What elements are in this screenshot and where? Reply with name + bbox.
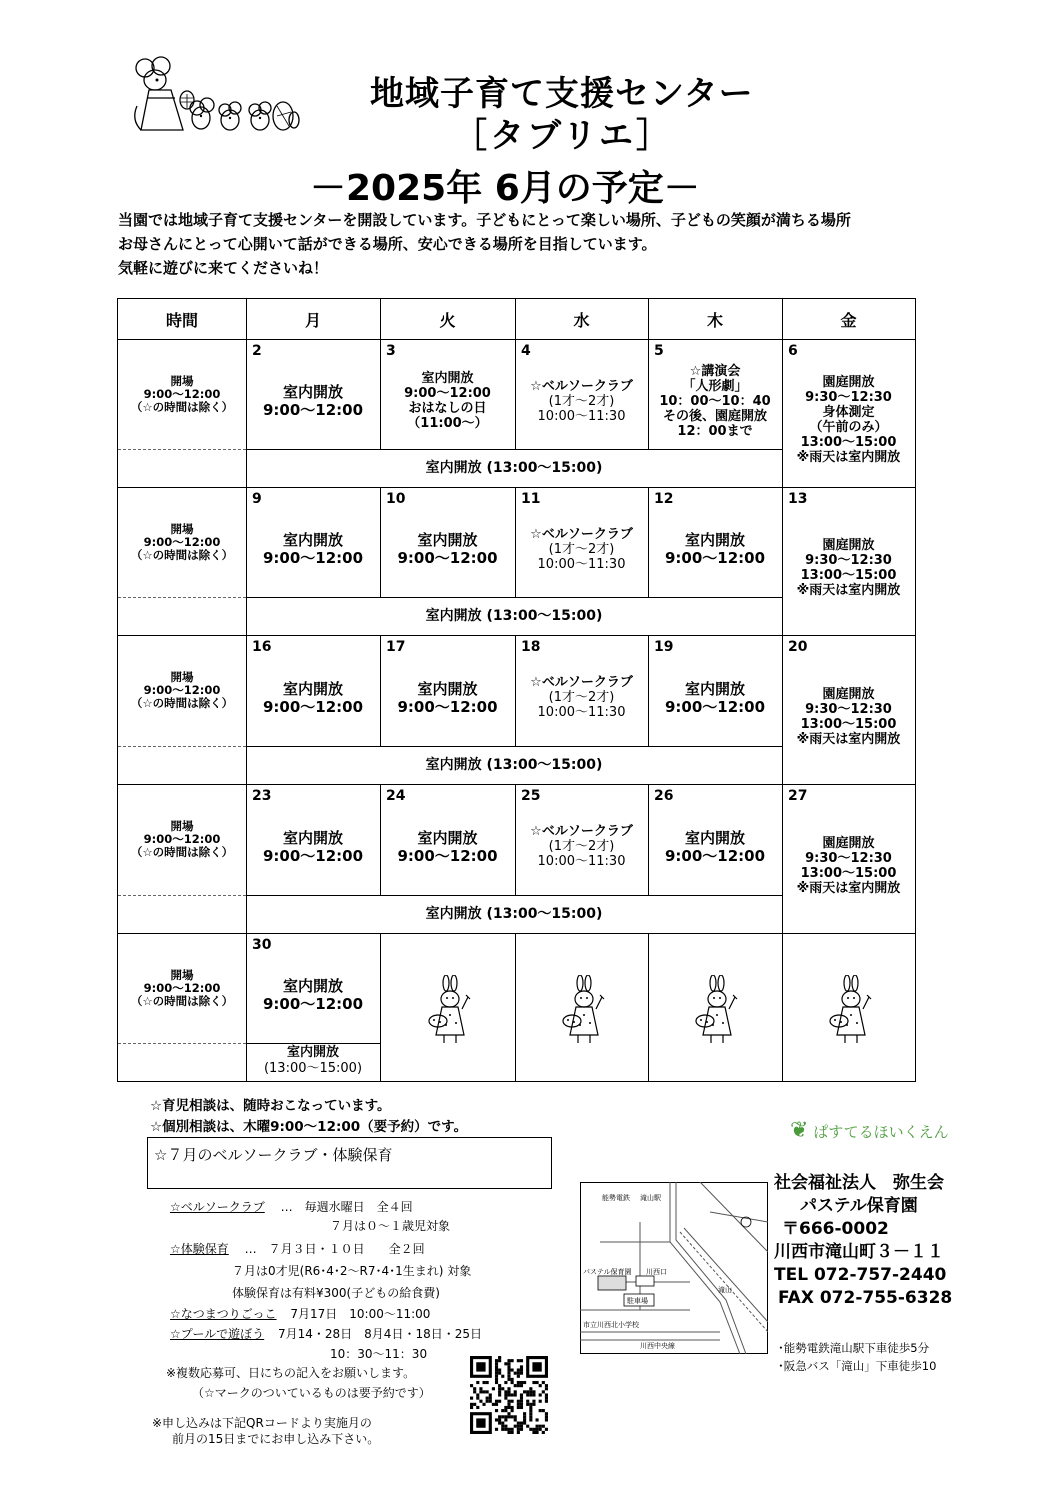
event-line: ☆ベルソークラブ	[530, 675, 633, 690]
event-line: 園庭開放	[822, 835, 875, 851]
afternoon-open: 室内開放 (13:00～15:00)	[425, 460, 603, 476]
time-cell	[118, 635, 246, 746]
event-line: 10:00～11:30	[537, 854, 626, 869]
time-hours: 9:00～12:00	[143, 386, 221, 401]
header-tue: 火	[439, 310, 456, 330]
time-divider	[118, 449, 246, 450]
schedule-calendar	[117, 298, 916, 1082]
org-name: パステル保育園	[800, 1196, 918, 1216]
event-line: 室内開放	[417, 531, 478, 549]
org-tel: TEL 072-757-2440	[774, 1265, 947, 1285]
map-label: 滝山駅	[640, 1194, 661, 1202]
taiken-fee: 体験保育は有料¥300(子どもの給食費)	[232, 1286, 440, 1300]
day-event	[782, 359, 915, 481]
day-event	[380, 359, 515, 443]
afternoon-divider	[246, 746, 782, 747]
rabbit-illustration	[426, 975, 474, 1047]
event-line: 9:00～12:00	[664, 846, 766, 865]
event-line: ☆ベルソークラブ	[530, 378, 633, 394]
map-label: 川西中央線	[640, 1342, 675, 1350]
event-line: 9:00～12:00	[262, 549, 364, 567]
day-number: 23	[252, 788, 272, 804]
col-divider	[380, 299, 381, 339]
col-divider	[648, 299, 649, 339]
pool-line	[170, 1325, 482, 1342]
event-line: 室内開放	[282, 977, 343, 995]
day-event	[648, 359, 782, 443]
time-cell	[118, 784, 246, 895]
day-event	[246, 655, 380, 740]
event-line: 園庭開放	[822, 686, 875, 702]
event-line: 室内開放	[282, 383, 343, 401]
organization-info	[774, 1172, 952, 1310]
time-hours: 9:00～12:00	[143, 534, 221, 549]
intro-line: 当園では地域子育て支援センターを開設しています。子どもにとって楽しい場所、子どもの笑顔が満ちる場所	[118, 211, 851, 229]
afternoon-hours: (13:00～15:00)	[263, 1061, 363, 1076]
day-number: 25	[521, 788, 541, 804]
day-number: 10	[386, 491, 406, 507]
taiken-line	[170, 1240, 425, 1257]
header-fri: 金	[840, 310, 857, 330]
july-box	[147, 1137, 552, 1189]
event-line: 13:00～15:00	[800, 716, 897, 732]
consult-note-2: ☆個別相談は、木曜9:00～12:00（要予約）です。	[150, 1119, 468, 1135]
event-line: (1才～2才)	[548, 541, 615, 557]
event-line: 室内開放	[282, 679, 343, 698]
afternoon-divider	[246, 895, 782, 896]
multi-note-2: （☆マークのついているものは要予約です）	[192, 1386, 431, 1400]
day-number: 13	[788, 491, 808, 507]
access-note-2: ･阪急バス「滝山」下車徒歩10	[778, 1359, 937, 1373]
event-line: 身体測定	[822, 405, 875, 420]
col-divider	[648, 1043, 649, 1081]
event-line: 9:30～12:30	[805, 390, 892, 405]
header-time: 時間	[165, 310, 198, 330]
apply-note-2: 前月の15日までにお申し込み下さい。	[172, 1432, 380, 1446]
time-hours: 9:00～12:00	[143, 832, 221, 846]
time-divider	[118, 597, 246, 598]
event-line: 園庭開放	[822, 375, 875, 390]
event-line: その後、園庭開放	[662, 408, 767, 424]
day-event	[782, 507, 915, 629]
day-number: 4	[521, 343, 531, 359]
event-line: 9:30～12:30	[805, 701, 892, 717]
event-line: ☆ベルソークラブ	[530, 824, 633, 839]
taiken-target: ７月は0才児(R6･4･2～R7･4･1生まれ) 対象	[232, 1264, 472, 1278]
time-divider	[118, 746, 246, 747]
day-number: 26	[654, 788, 674, 804]
day-number: 3	[386, 343, 396, 359]
time-divider	[118, 1043, 246, 1044]
col-divider	[515, 299, 516, 339]
day-number: 6	[788, 343, 798, 359]
col-divider	[515, 933, 516, 1043]
map-label: 駐車場	[627, 1297, 648, 1305]
day-event	[782, 655, 915, 778]
day-number: 27	[788, 788, 808, 804]
event-line: 室内開放	[684, 531, 745, 549]
event-line: 10:00～11:30	[537, 705, 626, 720]
org-corp: 社会福祉法人 弥生会	[774, 1173, 944, 1193]
center-name: ［タブリエ］	[453, 116, 673, 156]
map-label: 川西口	[646, 1268, 667, 1276]
mice-family-illustration	[127, 50, 307, 140]
day-number: 17	[386, 639, 406, 655]
col-divider	[380, 933, 381, 1043]
event-line: 室内開放	[282, 531, 343, 549]
event-line: (1才～2才)	[548, 839, 615, 854]
day-event	[380, 804, 515, 889]
day-event	[782, 804, 915, 927]
event-line: 9:00～12:00	[397, 846, 498, 865]
day-event	[246, 804, 380, 889]
afternoon-label: 室内開放	[286, 1045, 339, 1060]
time-cell	[118, 933, 246, 1043]
day-number: 18	[521, 639, 541, 655]
pool-label: ☆プールで遊ぼう	[170, 1327, 265, 1341]
event-line: ※雨天は室内開放	[796, 583, 901, 598]
day-number: 9	[252, 491, 262, 507]
event-line: 9:00～12:00	[664, 549, 766, 567]
day-number: 16	[252, 639, 272, 655]
event-line: 9:00～12:00	[397, 697, 498, 716]
col-divider	[515, 1043, 516, 1081]
event-line: ☆講演会	[689, 363, 741, 379]
time-note: （☆の時間は除く）	[130, 993, 234, 1008]
intro-line: お母さんにとって心開いて話ができる場所、安心できる場所を目指しています。	[118, 235, 657, 253]
event-line: 9:00～12:00	[262, 846, 364, 865]
afternoon-open: 室内開放 (13:00～15:00)	[425, 906, 603, 922]
day-event	[380, 507, 515, 591]
rabbit-illustration	[560, 975, 608, 1047]
schedule-title: －2025年 6月の予定－	[310, 168, 700, 209]
event-line: 10:00～11:30	[537, 556, 626, 572]
rabbit-illustration	[693, 975, 741, 1047]
afternoon-open: 室内開放 (13:00～15:00)	[425, 608, 603, 624]
org-postal: 〒666-0002	[782, 1219, 889, 1239]
day-number: 11	[521, 491, 541, 507]
event-line: 10：00～10：40	[659, 393, 771, 409]
time-open: 開場	[170, 373, 194, 388]
event-line: 9:30～12:30	[805, 850, 892, 866]
day-number: 5	[654, 343, 664, 359]
afternoon-divider	[246, 1043, 380, 1044]
day-event	[246, 953, 380, 1037]
time-note: （☆の時間は除く）	[130, 845, 234, 859]
event-line: 室内開放	[421, 371, 474, 386]
event-line: (1才～2才)	[548, 393, 615, 409]
map-label: 滝山	[718, 1286, 732, 1294]
day-number: 20	[788, 639, 808, 655]
day-number: 12	[654, 491, 674, 507]
qr-code[interactable]	[470, 1356, 548, 1434]
afternoon-divider	[246, 449, 782, 450]
event-line: ☆ベルソークラブ	[530, 526, 633, 542]
map-label: 市立川西北小学校	[583, 1321, 639, 1329]
event-line: おはなしの日	[408, 401, 487, 416]
time-note: （☆の時間は除く）	[130, 547, 234, 562]
day-event	[648, 507, 782, 591]
event-line: （11:00～）	[407, 416, 488, 431]
event-line: 13:00～15:00	[800, 435, 897, 450]
july-box-label: ☆７月のベルソークラブ・体験保育	[154, 1146, 393, 1164]
time-cell	[118, 487, 246, 597]
event-line: ※雨天は室内開放	[796, 450, 901, 465]
time-hours: 9:00～12:00	[143, 980, 221, 995]
time-hours: 9:00～12:00	[143, 683, 221, 697]
event-line: 室内開放	[417, 828, 478, 847]
event-line: 園庭開放	[822, 538, 875, 553]
time-cell	[118, 339, 246, 449]
afternoon-open: 室内開放 (13:00～15:00)	[425, 757, 603, 773]
intro-line: 気軽に遊びに来てくださいね！	[118, 259, 329, 277]
time-open: 開場	[170, 670, 194, 684]
apply-note-1: ※申し込みは下記QRコードより実施月の	[152, 1416, 372, 1430]
event-line: 室内開放	[282, 828, 343, 847]
event-line: 13:00～15:00	[800, 568, 897, 583]
day-number: 30	[252, 937, 272, 953]
day-event	[515, 655, 648, 740]
access-map	[580, 1182, 768, 1354]
time-open: 開場	[170, 819, 194, 833]
day-event	[380, 655, 515, 740]
pool-time: 10：30～11：30	[330, 1347, 428, 1361]
time-note: （☆の時間は除く）	[130, 696, 234, 710]
map-label: 能勢電鉄	[602, 1194, 630, 1202]
nursery-logo	[790, 1118, 949, 1143]
bellso-text: … 毎週水曜日 全４回	[280, 1200, 413, 1214]
day-event	[515, 804, 648, 889]
access-note-1: ･能勢電鉄滝山駅下車徒歩5分	[778, 1341, 930, 1355]
multi-note-1: ※複数応募可、日にちの記入をお願いします。	[166, 1366, 416, 1380]
org-address: 川西市滝山町３－１１	[774, 1242, 944, 1262]
event-line: 室内開放	[417, 679, 478, 698]
col-divider	[648, 933, 649, 1043]
event-line: 9:00～12:00	[262, 995, 364, 1013]
bellso-target: ７月は０～１歳児対象	[330, 1219, 451, 1233]
event-line: 9:30～12:30	[805, 553, 892, 568]
day-number: 19	[654, 639, 674, 655]
day-event	[515, 507, 648, 591]
event-line: 9:00～12:00	[664, 697, 766, 716]
header-wed: 水	[573, 310, 590, 330]
intro-text	[118, 208, 851, 280]
event-line: 9:00～12:00	[397, 549, 498, 567]
time-note: （☆の時間は除く）	[130, 399, 234, 414]
event-line: 13:00～15:00	[800, 865, 897, 881]
taiken-text: … ７月３日・１０日 全２回	[244, 1242, 425, 1256]
day-event	[246, 359, 380, 443]
bellso-label: ☆ベルソークラブ	[170, 1200, 265, 1214]
event-line: 室内開放	[684, 679, 745, 698]
event-line: 9:00～12:00	[262, 697, 364, 716]
page-title: 地域子育て支援センター	[370, 74, 754, 114]
day-number: 2	[252, 343, 262, 359]
event-line: 9:00～12:00	[262, 401, 364, 419]
event-line: ※雨天は室内開放	[796, 731, 901, 747]
event-line: （午前のみ）	[809, 420, 888, 435]
bellso-line	[170, 1198, 413, 1215]
event-line: ※雨天は室内開放	[796, 880, 901, 896]
taiken-label: ☆体験保育	[170, 1242, 229, 1256]
col-divider	[380, 1043, 381, 1081]
leaf-icon: ❦	[790, 1118, 809, 1143]
event-line: 10:00～11:30	[537, 408, 626, 424]
event-line: 9:00～12:00	[404, 386, 491, 401]
event-line: 12：00まで	[677, 423, 753, 439]
header-thu: 木	[706, 310, 723, 330]
event-line: 「人形劇」	[682, 378, 748, 394]
natsu-label: ☆なつまつりごっこ	[170, 1307, 277, 1321]
consult-note-1: ☆育児相談は、随時おこなっています。	[150, 1098, 391, 1114]
map-label: パステル保育園	[583, 1268, 632, 1276]
time-divider	[118, 895, 246, 896]
day-event	[648, 804, 782, 889]
afternoon-divider	[246, 597, 782, 598]
natsu-line	[170, 1305, 430, 1322]
day-number: 24	[386, 788, 406, 804]
day-event	[515, 359, 648, 443]
org-fax: FAX 072-755-6328	[778, 1288, 953, 1308]
event-line: (1才～2才)	[548, 690, 615, 705]
time-open: 開場	[170, 521, 194, 536]
rabbit-illustration	[827, 975, 875, 1047]
nursery-logo-text: ぱすてるほいくえん	[813, 1123, 949, 1141]
header-mon: 月	[304, 310, 321, 330]
day-event	[246, 507, 380, 591]
time-open: 開場	[170, 967, 194, 982]
afternoon-open	[246, 1045, 380, 1077]
event-line: 室内開放	[684, 828, 745, 847]
day-event	[648, 655, 782, 740]
natsu-text: 7月17日 10:00～11:00	[290, 1307, 431, 1321]
pool-text: 7月14・28日 8月4日・18日・25日	[278, 1327, 482, 1341]
